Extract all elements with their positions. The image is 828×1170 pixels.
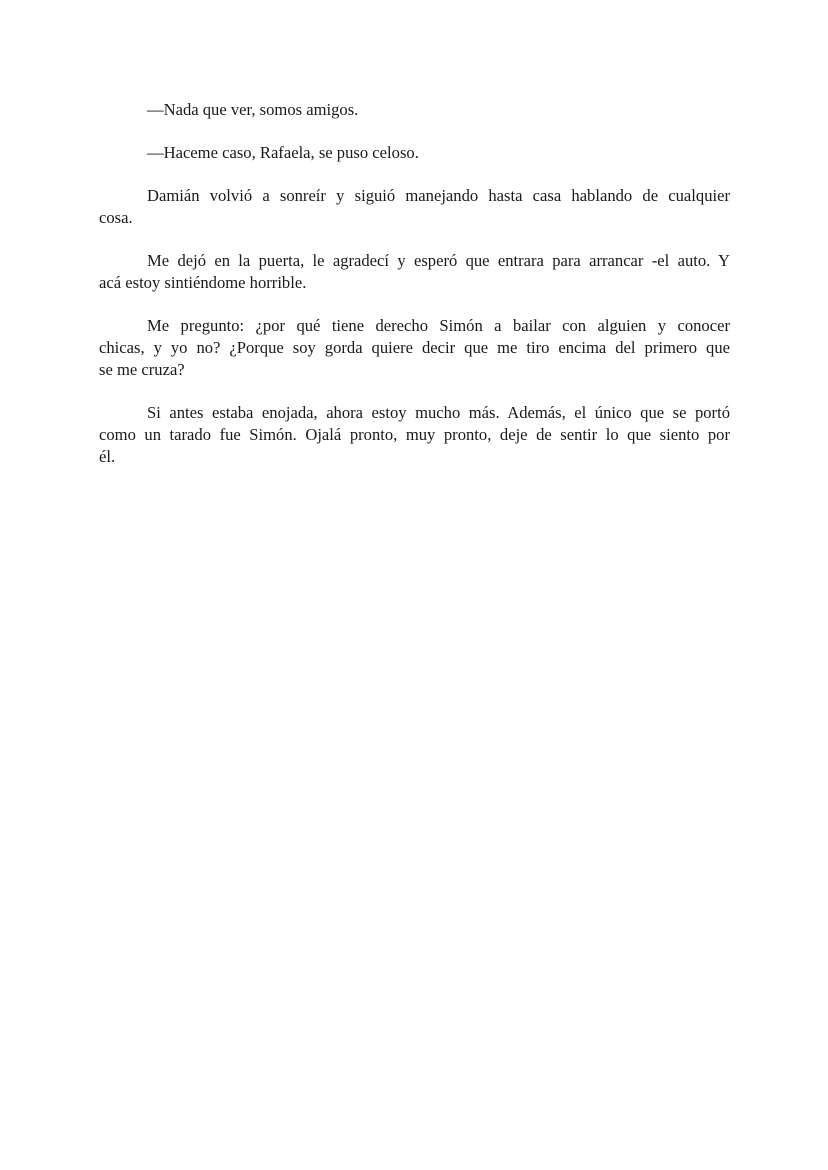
paragraph <box>99 315 730 381</box>
text-line: él. <box>99 447 116 466</box>
text-line: Me pregunto: ¿por qué tiene derecho Simón a bailar con alguien y conocer <box>147 316 730 335</box>
text-line: cosa. <box>99 208 133 227</box>
paragraph <box>99 250 730 294</box>
document-page <box>99 99 730 489</box>
text-line: como un tarado fue Simón. Ojalá pronto, muy pronto, deje de sentir lo que siento por <box>99 425 730 444</box>
paragraph <box>99 142 730 164</box>
text-line: —Nada que ver, somos amigos. <box>147 100 359 119</box>
text-line: acá estoy sintiéndome horrible. <box>99 273 307 292</box>
text-line: Si antes estaba enojada, ahora estoy mucho más. Además, el único que se portó <box>147 403 730 422</box>
paragraph <box>99 99 730 121</box>
text-line: se me cruza? <box>99 360 185 379</box>
text-line: Me dejó en la puerta, le agradecí y esperó que entrara para arrancar -el auto. Y <box>147 251 730 270</box>
text-line: —Haceme caso, Rafaela, se puso celoso. <box>147 143 419 162</box>
paragraph <box>99 185 730 229</box>
text-line: Damián volvió a sonreír y siguió manejando hasta casa hablando de cualquier <box>147 186 730 205</box>
text-line: chicas, y yo no? ¿Porque soy gorda quiere decir que me tiro encima del primero que <box>99 338 730 357</box>
paragraph <box>99 402 730 468</box>
